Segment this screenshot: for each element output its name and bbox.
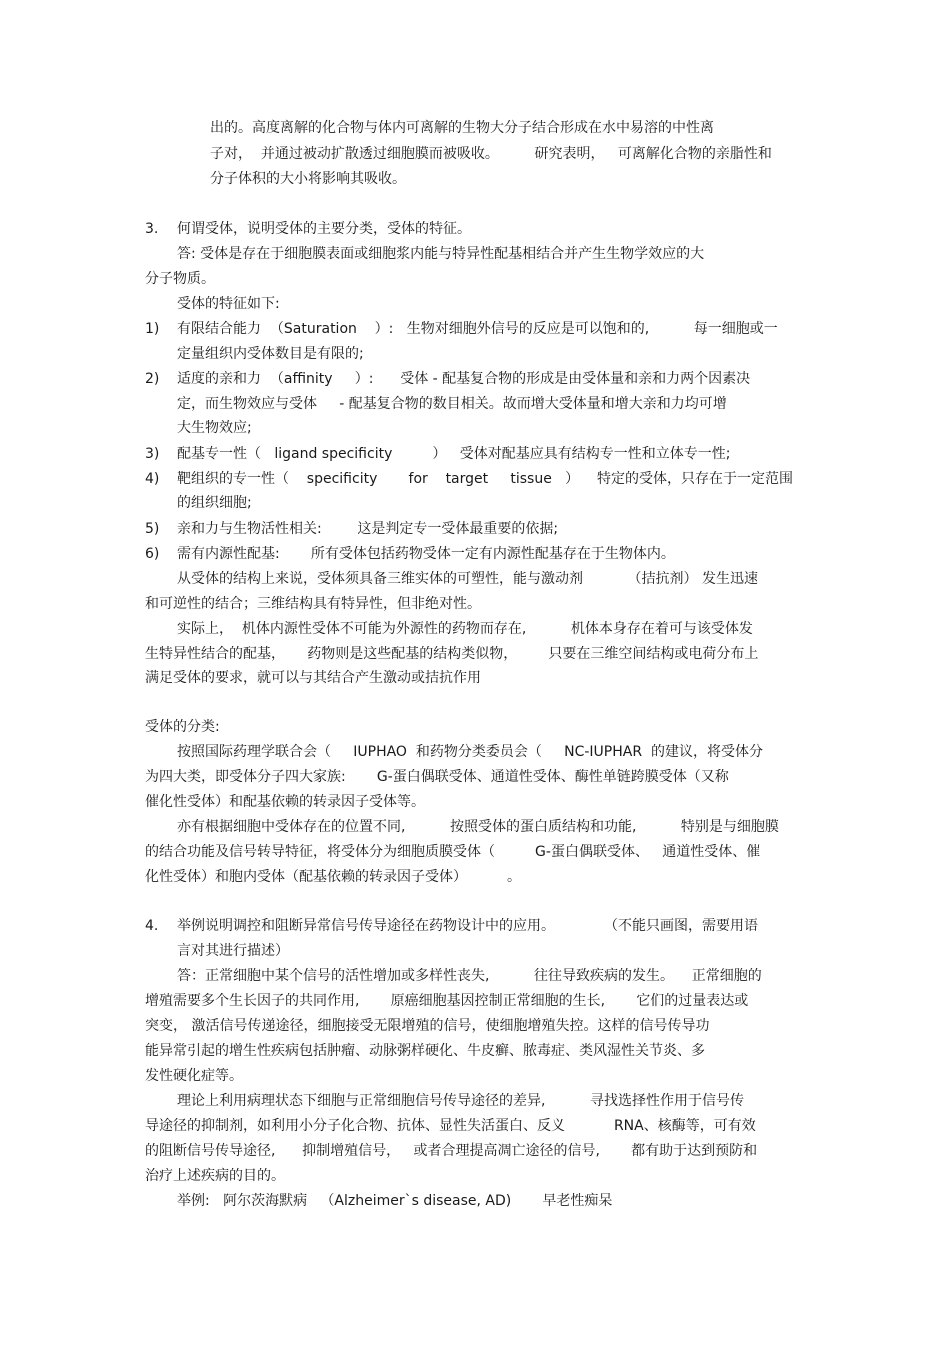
list-marker: 5) [145,521,160,537]
text-line: 增殖需要多个生长因子的共同作用, 原癌细胞基因控制正常细胞的生长, 它们的过量表达或 [145,993,749,1009]
text-line: 答：正常细胞中某个信号的活性增加或多样性丧失, 往往导致疾病的发生。 正常细胞的 [177,968,762,984]
text-line: 催化性受体）和配基依赖的转录因子受体等。 [145,794,425,810]
text-line: 满足受体的要求，就可以与其结合产生激动或拮抗作用 [145,670,481,686]
list-item-line: 适度的亲和力 （affinity ）: 受体 - 配基复合物的形成是由受体量和亲和力两个因素决 [177,371,751,387]
list-marker: 4) [145,471,160,487]
text-line: 出的。高度离解的化合物与体内可离解的生物大分子结合形成在水中易溶的中性离 [210,120,714,136]
text-line: 和可逆性的结合；三维结构具有特异性，但非绝对性。 [145,596,481,612]
list-item-line: 的组织细胞; [177,495,252,511]
list-item-line: 靶组织的专一性（ specificity for target tissue ） 特定的受体，只存在于一定范围 [177,471,793,487]
text-line: 生特异性结合的配基， 药物则是这些配基的结构类似物， 只要在三维空间结构或电荷分布上 [145,646,759,662]
list-item-line: 大生物效应; [177,420,252,436]
text-line: 子对， 并通过被动扩散透过细胞膜而被吸收。 研究表明， 可离解化合物的亲脂性和 [210,146,772,162]
question-text: 何谓受体，说明受体的主要分类，受体的特征。 [177,221,471,237]
text-line: 的结合功能及信号转导特征，将受体分为细胞质膜受体（ G-蛋白偶联受体、 通道性受体、催 [145,844,761,860]
text-line: 突变， 激活信号传递途径，细胞接受无限增殖的信号，使细胞增殖失控。这样的信号传导功 [145,1018,710,1034]
answer-line: 分子物质。 [145,271,215,287]
text-line: 分子体积的大小将影响其吸收。 [210,171,406,187]
text-line: 能异常引起的增生性疾病包括肿瘤、动脉粥样硬化、牛皮癣、脓毒症、类风湿性关节炎、多 [145,1043,705,1059]
features-heading: 受体的特征如下: [177,296,280,312]
list-marker: 2) [145,371,160,387]
list-item-line: 配基专一性（ ligand specificity ） 受体对配基应具有结构专一性和立体专一性; [177,446,731,462]
question-number: 3. [145,221,159,237]
list-item-line: 定，而生物效应与受体 - 配基复合物的数目相关。故而增大受体量和增大亲和力均可增 [177,396,727,412]
list-item-line: 需有内源性配基: 所有受体包括药物受体一定有内源性配基存在于生物体内。 [177,546,675,562]
text-line: 的阻断信号传导途径, 抑制增殖信号， 或者合理提高凋亡途径的信号, 都有助于达到预防和 [145,1143,758,1159]
text-line: 导途径的抑制剂，如利用小分子化合物、抗体、显性失活蛋白、反义 RNA、核酶等，可有效 [145,1118,756,1134]
classification-heading: 受体的分类: [145,719,220,735]
list-item-line: 定量组织内受体数目是有限的; [177,346,364,362]
text-line: 亦有根据细胞中受体存在的位置不同, 按照受体的蛋白质结构和功能, 特别是与细胞膜 [177,819,779,835]
answer-line: 答: 受体是存在于细胞膜表面或细胞浆内能与特异性配基相结合并产生生物学效应的大 [177,246,705,262]
list-marker: 3) [145,446,160,462]
example-line: 举例: 阿尔茨海默病 （Alzheimer`s disease, AD) 早老性痴呆 [177,1193,613,1209]
list-marker: 1) [145,321,160,337]
list-marker: 6) [145,546,160,562]
text-line: 为四大类，即受体分子四大家族: G-蛋白偶联受体、通道性受体、酶性单链跨膜受体（又称 [145,769,729,785]
text-line: 理论上利用病理状态下细胞与正常细胞信号传导途径的差异, 寻找选择性作用于信号传 [177,1093,744,1109]
text-line: 治疗上述疾病的目的。 [145,1168,285,1184]
question-number: 4. [145,918,159,934]
text-line: 化性受体）和胞内受体（配基依赖的转录因子受体） 。 [145,869,522,885]
text-line: 按照国际药理学联合会（ IUPHAO 和药物分类委员会（ NC-IUPHAR 的建议，将受体分 [177,744,763,760]
text-line: 实际上， 机体内源性受体不可能为外源性的药物而存在, 机体本身存在着可与该受体发 [177,621,753,637]
question-text: 举例说明调控和阻断异常信号传导途径在药物设计中的应用。 （不能只画图，需要用语 [177,918,758,934]
list-item-line: 亲和力与生物活性相关: 这是判定专一受体最重要的依据; [177,521,559,537]
question-text: 言对其进行描述） [177,943,289,959]
text-line: 发性硬化症等。 [145,1068,243,1084]
list-item-line: 有限结合能力 （Saturation ）: 生物对细胞外信号的反应是可以饱和的, 每一细胞或一 [177,321,778,337]
text-line: 从受体的结构上来说，受体须具备三维实体的可塑性，能与激动剂 （拮抗剂） 发生迅速 [177,571,758,587]
